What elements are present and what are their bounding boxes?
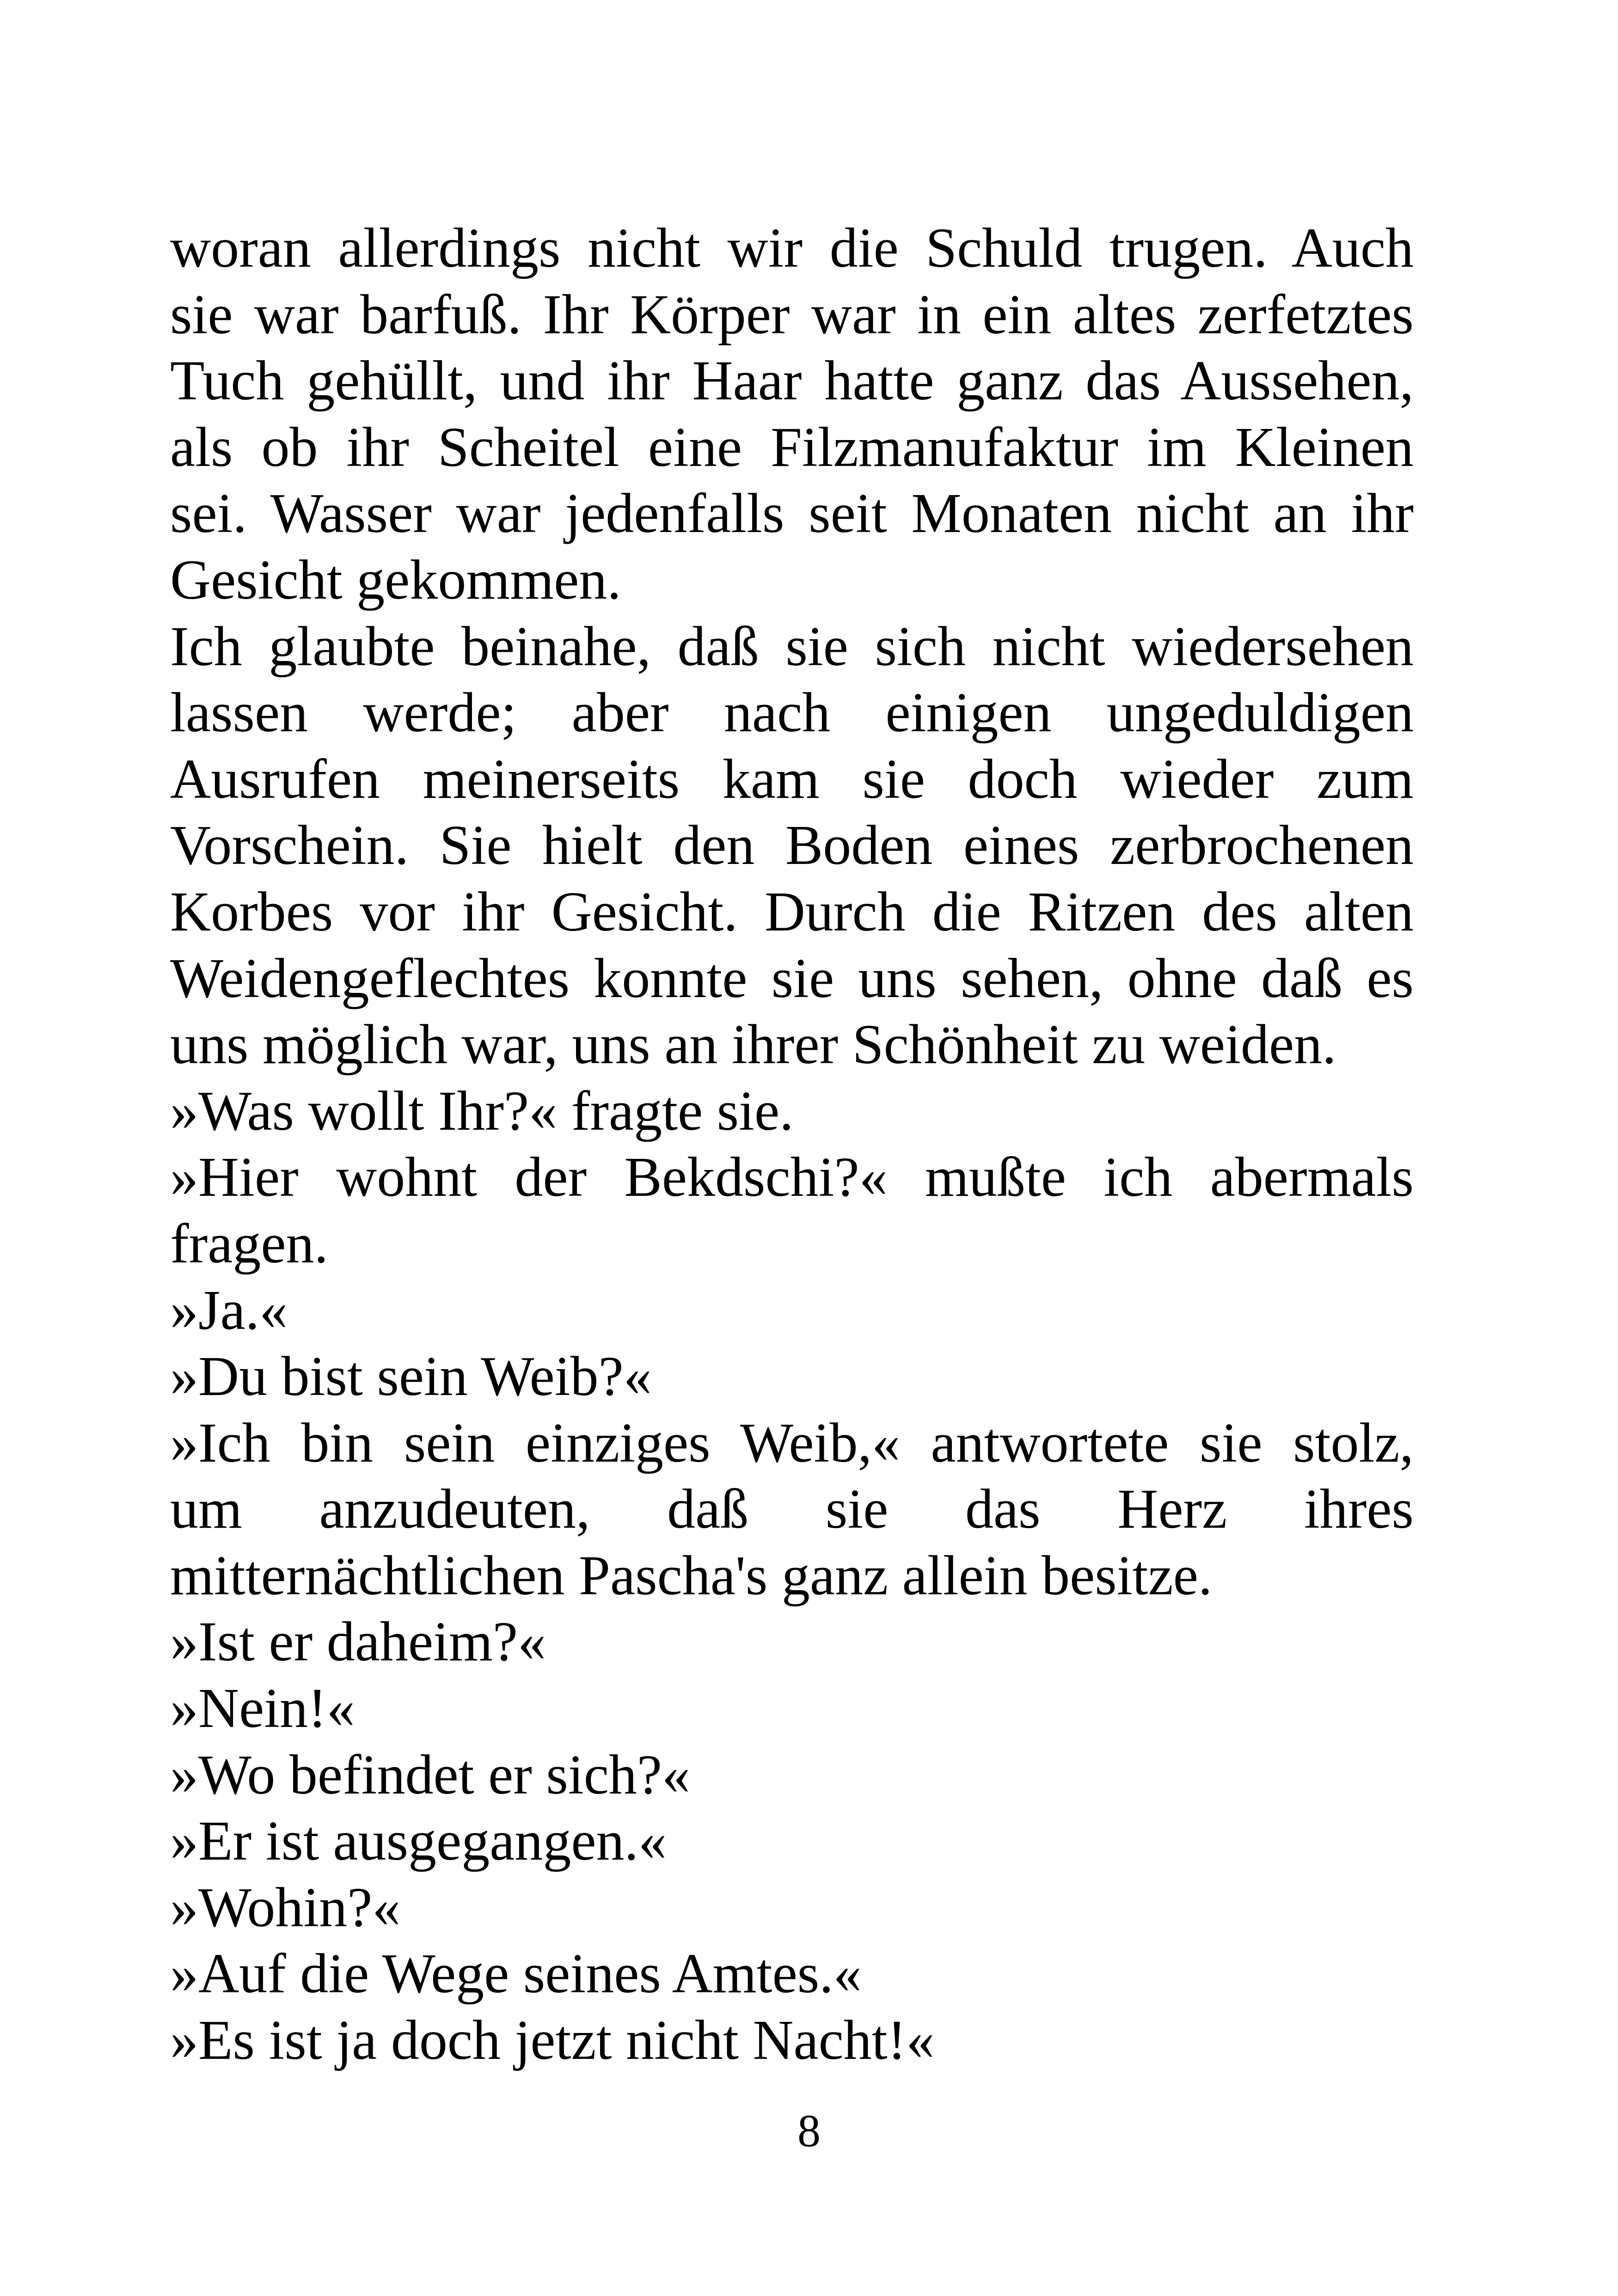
text-line: »Ich bin sein einziges Weib,« antwortete sie stolz, xyxy=(170,1411,1414,1474)
text-line: fragen. xyxy=(170,1212,329,1275)
text-line: »Du bist sein Weib?« xyxy=(170,1345,652,1408)
text-line: »Es ist ja doch jetzt nicht Nacht!« xyxy=(170,2009,935,2072)
text-line: als ob ihr Scheitel eine Filzmanufaktur im Kleinen xyxy=(170,416,1414,478)
text-line: Ausrufen meinerseits kam sie doch wieder zum xyxy=(170,747,1414,810)
text-line: »Auf die Wege seines Amtes.« xyxy=(170,1942,862,2005)
text-line: »Er ist ausgegangen.« xyxy=(170,1810,667,1873)
body-text xyxy=(170,215,1414,2074)
text-line: Korbes vor ihr Gesicht. Durch die Ritzen des alten xyxy=(170,880,1414,943)
text-line: Vorschein. Sie hielt den Boden eines zerbrochenen xyxy=(170,814,1414,877)
text-line: »Wo befindet er sich?« xyxy=(170,1743,691,1806)
text-line: mitternächtlichen Pascha's ganz allein besitze. xyxy=(170,1544,1213,1607)
text-line: um anzudeuten, daß sie das Herz ihres xyxy=(170,1478,1414,1541)
text-line: »Nein!« xyxy=(170,1677,355,1740)
text-line: Tuch gehüllt, und ihr Haar hatte ganz das Aussehen, xyxy=(170,349,1414,412)
text-line: uns möglich war, uns an ihrer Schönheit zu weiden. xyxy=(170,1013,1336,1076)
page-number: 8 xyxy=(797,2105,821,2156)
text-line: »Hier wohnt der Bekdschi?« mußte ich abermals xyxy=(170,1146,1414,1209)
text-line: »Wohin?« xyxy=(170,1876,401,1939)
text-line: woran allerdings nicht wir die Schuld trugen. Auch xyxy=(170,217,1414,279)
text-line: sie war barfuß. Ihr Körper war in ein altes zerfetztes xyxy=(170,283,1414,346)
text-line: Ich glaubte beinahe, daß sie sich nicht wiedersehen xyxy=(170,615,1414,678)
text-line: »Was wollt Ihr?« fragte sie. xyxy=(170,1079,794,1142)
text-line: sei. Wasser war jedenfalls seit Monaten nicht an ihr xyxy=(170,482,1414,545)
text-line: lassen werde; aber nach einigen ungeduldigen xyxy=(170,681,1414,744)
text-line: Weidengeflechtes konnte sie uns sehen, ohne daß es xyxy=(170,947,1414,1010)
text-line: »Ja.« xyxy=(170,1279,288,1341)
text-line: »Ist er daheim?« xyxy=(170,1610,546,1673)
text-line: Gesicht gekommen. xyxy=(170,548,621,611)
